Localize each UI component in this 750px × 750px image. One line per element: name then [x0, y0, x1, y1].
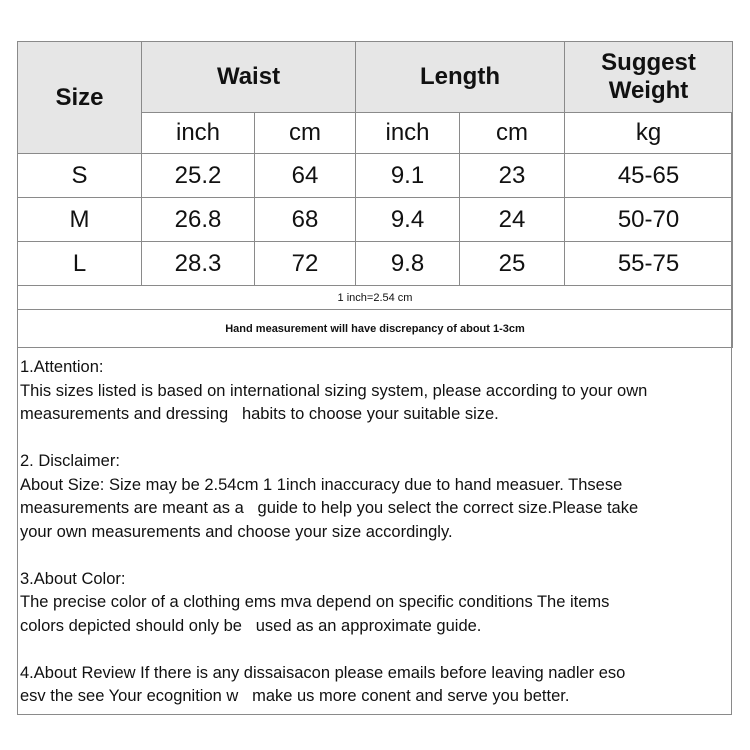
unit-length-inch: inch: [356, 113, 460, 154]
notes-section: [20, 356, 732, 732]
cell-length-inch: 9.4: [356, 198, 460, 242]
cell-size: M: [18, 198, 142, 242]
color-note: [20, 568, 732, 639]
cell-length-inch: 9.8: [356, 242, 460, 286]
header-size: Size: [18, 42, 142, 154]
cell-weight: 50-70: [565, 198, 733, 242]
attention-text-line: This sizes listed is based on international sizing system, please according to your own: [20, 381, 648, 400]
table-row: [18, 198, 733, 242]
cell-waist-inch: 25.2: [142, 154, 255, 198]
header-suggest-weight: [565, 42, 733, 113]
disclaimer-text-line: your own measurements and choose your size accordingly.: [20, 522, 453, 541]
color-text-line: The precise color of a clothing ems mva depend on specific conditions The items: [20, 593, 610, 611]
cell-length-cm: 24: [460, 198, 565, 242]
header-row: [18, 42, 733, 113]
conversion-note-row: [18, 286, 733, 310]
unit-waist-inch: inch: [142, 113, 255, 154]
cell-waist-inch: 28.3: [142, 242, 255, 286]
unit-length-cm: cm: [460, 113, 565, 154]
cell-waist-cm: 68: [255, 198, 356, 242]
header-weight-line2: Weight: [608, 77, 689, 104]
cell-weight: 55-75: [565, 242, 733, 286]
color-text-line: colors depicted should only be used as an approximate guide.: [20, 616, 482, 635]
measurement-note-row: [18, 310, 733, 348]
review-text-line: esv the see Your ecognition w make us more conent and serve you better.: [20, 687, 570, 705]
measurement-note: Hand measurement will have discrepancy of about 1-3cm: [18, 310, 733, 348]
header-length: Length: [356, 42, 565, 113]
cell-length-cm: 25: [460, 242, 565, 286]
review-note: [20, 662, 732, 709]
disclaimer-note: [20, 450, 732, 544]
cell-length-inch: 9.1: [356, 154, 460, 198]
conversion-note: 1 inch=2.54 cm: [18, 286, 733, 310]
header-weight-line1: Suggest: [601, 49, 696, 77]
unit-waist-cm: cm: [255, 113, 356, 154]
header-waist: Waist: [142, 42, 356, 113]
cell-waist-cm: 72: [255, 242, 356, 286]
cell-waist-cm: 64: [255, 154, 356, 198]
attention-title: 1.Attention:: [20, 358, 104, 376]
review-text-line: 4.About Review If there is any dissaisacon please emails before leaving nadler eso: [20, 663, 626, 682]
unit-weight: kg: [565, 113, 733, 154]
cell-length-cm: 23: [460, 154, 565, 198]
cell-size: L: [18, 242, 142, 286]
disclaimer-text-line: About Size: Size may be 2.54cm 1 1inch inaccuracy due to hand measuer. Thsese: [20, 475, 623, 494]
table-row: [18, 154, 733, 198]
cell-waist-inch: 26.8: [142, 198, 255, 242]
color-title: 3.About Color:: [20, 569, 126, 588]
cell-weight: 45-65: [565, 154, 733, 198]
disclaimer-title: 2. Disclaimer:: [20, 452, 120, 470]
disclaimer-text-line: measurements are meant as a guide to help you select the correct size.Please take: [20, 499, 639, 517]
size-chart-table: [17, 41, 733, 348]
table-row: [18, 242, 733, 286]
attention-text-line: measurements and dressing habits to choose your suitable size.: [20, 405, 499, 423]
cell-size: S: [18, 154, 142, 198]
attention-note: [20, 356, 732, 427]
